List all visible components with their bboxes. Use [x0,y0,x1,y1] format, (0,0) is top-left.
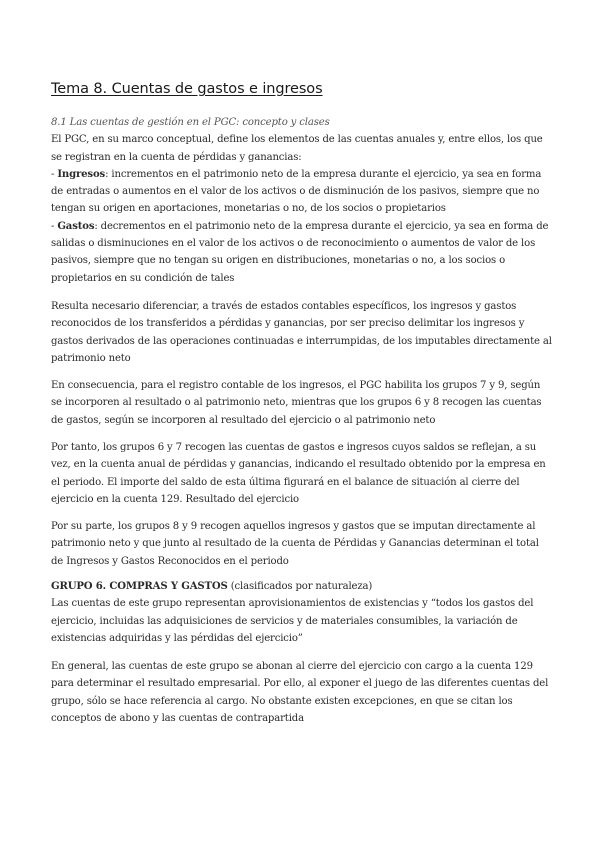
paragraph-diferenciar: Resulta necesario diferenciar, a través de estados contables específicos, los ingresos y gastos reconocidos de los transferidos a pérdidas y ganancias, por ser preciso delimitar los ingresos y gastos derivados de las operaciones continuadas e interrumpidas, de los imputables directamente al patrimonio neto [51,301,552,364]
section-8-1-block [51,114,553,287]
grupo6-heading: GRUPO 6. COMPRAS Y GASTOS [51,581,228,592]
gastos-definition: - Gastos: decrementos en el patrimonio neto de la empresa durante el ejercicio, ya sea en forma de salidas o disminuciones en el valor de los activos o de reconocimiento o aumentos de valor de los pasivos, siempre que no tengan su origen en distribuciones, monetarias o no, a los socios o propietarios en su condición de tales [51,220,549,284]
gastos-text: : decrementos en el patrimonio neto de la empresa durante el ejercicio, ya sea en forma de salidas o disminuciones en el valor de los activos o de reconocimiento o aumentos de valor de los pasivos, siempre que no tengan su origen en distribuciones, monetarias o no, a los socios o propietarios en su condición de tales [51,220,549,284]
grupo6-heading-line [51,578,553,595]
paragraph-consecuencia: En consecuencia, para el registro contable de los ingresos, el PGC habilita los grupos 7 y 9, según se incorporen al resultado o al patrimonio neto, mientras que los grupos 6 y 8 recogen las cuentas de gastos, según se incorporen al resultado del ejercicio o al patrimonio neto [51,380,542,426]
grupo6-block [51,578,553,647]
grupo6-text: Las cuentas de este grupo representan aprovisionamientos de existencias y “todos los gastos del ejercicio, incluidas las adquisiciones de servicios y de materiales consumibles, la variación de existencias adquiridas y las pérdidas del ejercicio” [51,598,534,644]
ingresos-definition: - Ingresos: incrementos en el patrimonio neto de la empresa durante el ejercicio, ya sea en forma de entradas o aumentos en el valor de los activos o de disminución de los pasivos, siempre que no tengan su origen en aportaciones, monetarias o no, de los socios o propietarios [51,168,542,215]
paragraph-por-su-parte: Por su parte, los grupos 8 y 9 recogen aquellos ingresos y gastos que se imputan directamente al patrimonio neto y que junto al resultado de la cuenta de Pérdidas y Ganancias determinan el total de Ingresos y Gastos Reconocidos en el periodo [51,521,539,567]
grupo6-heading-note: (clasificados por naturaleza) [227,581,373,592]
paragraph-por-tanto: Por tanto, los grupos 6 y 7 recogen las cuentas de gastos e ingresos cuyos saldos se reflejan, a su vez, en la cuenta anual de pérdidas y ganancias, indicando el resultado obtenido por la empresa en el periodo. El importe del saldo de esta última figurará en el balance de situación al cierre del ejercicio en la cuenta 129. Resultado del ejercicio [51,442,546,505]
page-title: Tema 8. Cuentas de gastos e ingresos [51,81,323,97]
section-subtitle: 8.1 Las cuentas de gestión en el PGC: concepto y clases [51,117,330,128]
gastos-label: Gastos [57,220,95,232]
ingresos-label: Ingresos [57,168,106,180]
ingresos-text: : incrementos en el patrimonio neto de la empresa durante el ejercicio, ya sea en forma de entradas o aumentos en el valor de los activos o de disminución de los pasivos, siempre que no tengan su origen en aportaciones, monetarias o no, de los socios o propietarios [51,168,542,215]
paragraph-closing: En general, las cuentas de este grupo se abonan al cierre del ejercicio con cargo a la cuenta 129 para determinar el resultado empresarial. Por ello, al exponer el juego de las diferentes cuentas del grupo, sólo se hace referencia al cargo. No obstante existen excepciones, en que se citan los conceptos de abono y las cuentas de contrapartida [51,661,549,724]
intro-paragraph: El PGC, en su marco conceptual, define los elementos de las cuentas anuales y, entre ellos, los que se registran en la cuenta de pérdidas y ganancias: [51,134,543,163]
